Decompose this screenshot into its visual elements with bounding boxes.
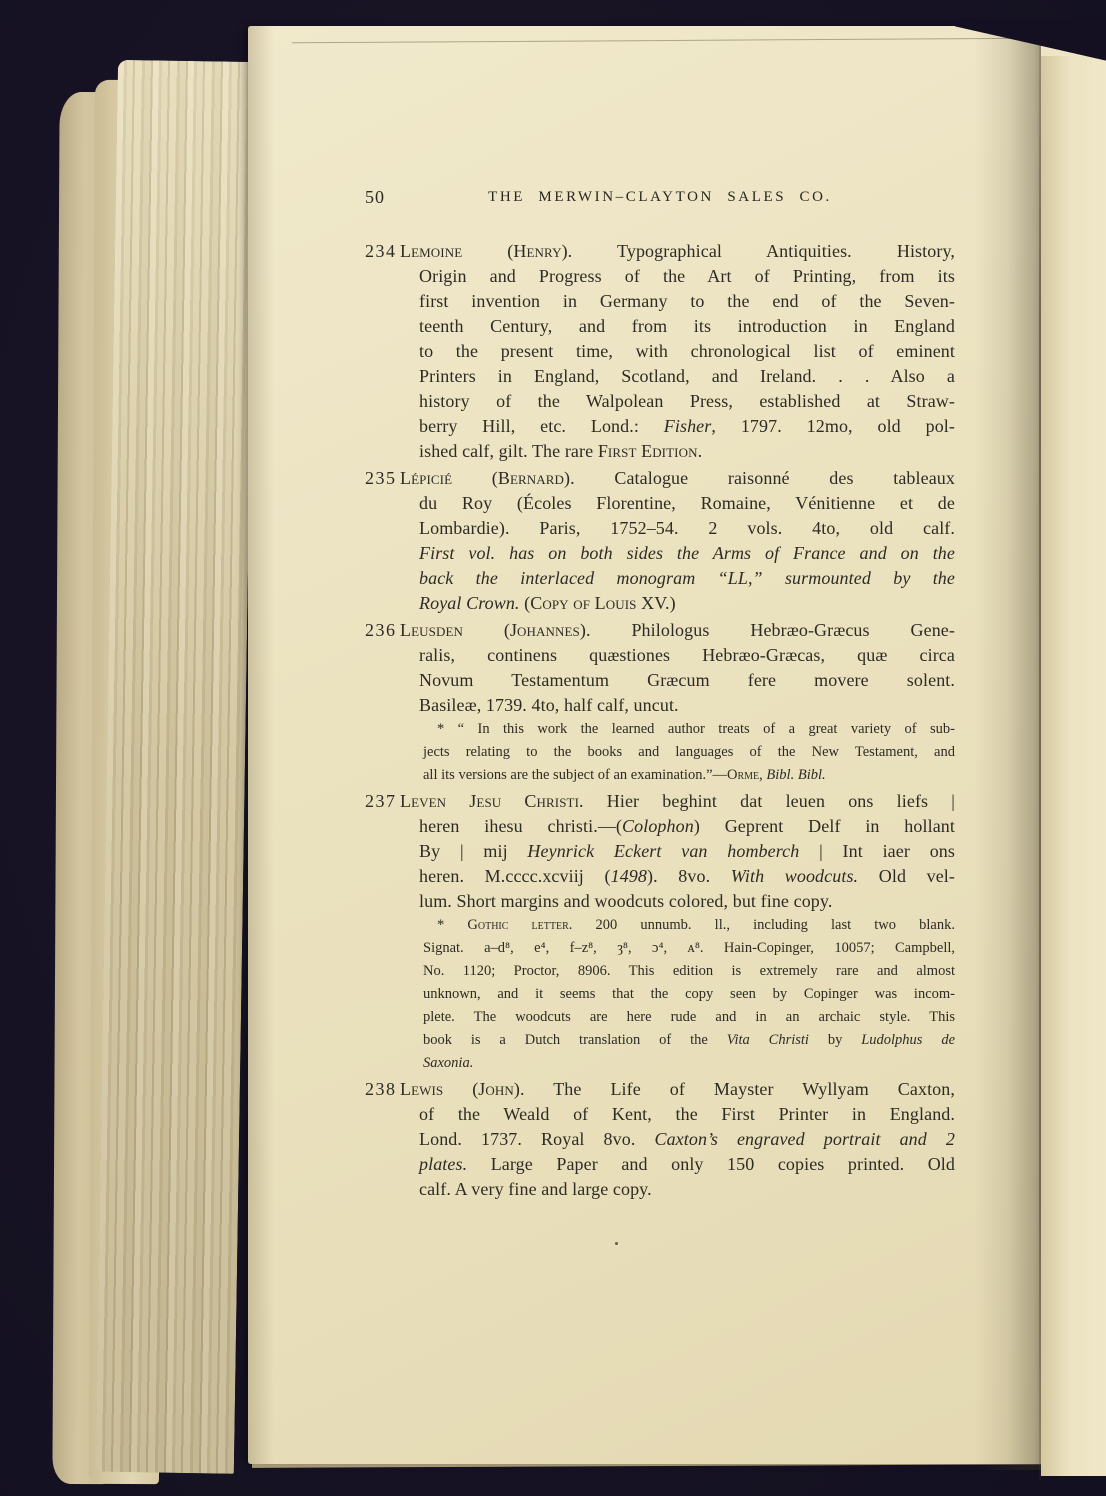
text-segment: Printers in England, Scotland, and Ireland. . . Also a [419, 366, 955, 386]
print-speck [615, 1242, 618, 1245]
text-segment: Saxonia. [423, 1055, 474, 1071]
text-segment: ) [669, 593, 676, 613]
deckle-page-edges [96, 60, 256, 1474]
text-segment: Caxton’s engraved portrait and 2 [654, 1129, 955, 1149]
text-segment: teenth Century, and from its introduction in England [419, 316, 955, 336]
text-segment: By | mij [419, 841, 528, 861]
text-segment: Hier beghint dat leuen ons liefs | [583, 791, 955, 811]
page-number: 50 [365, 187, 385, 207]
text-segment: plates. [419, 1154, 468, 1174]
text-segment: The Life of Mayster Wyllyam Caxton, [524, 1079, 955, 1099]
under-sheet-edge-line [292, 38, 1044, 44]
text-line [419, 566, 955, 591]
text-segment: all its versions are the subject of an examination.”— [423, 767, 728, 783]
text-line [400, 1077, 955, 1102]
text-segment: Lépicié (Bernard). [400, 468, 575, 488]
text-segment: Large Paper and only 150 copies printed. Old [467, 1154, 955, 1174]
text-segment: 1498 [610, 866, 647, 886]
entry-number: 238 [365, 1079, 397, 1099]
text-line [400, 618, 955, 643]
entry-number: 236 [365, 620, 397, 640]
text-line [419, 1152, 955, 1177]
entry-number: 234 [365, 241, 397, 261]
text-line [419, 364, 955, 389]
text-segment: jects relating to the books and languages of the New Testament, and [423, 744, 955, 760]
entries [365, 239, 955, 1202]
text-line [419, 889, 955, 914]
text-segment: Ludolphus de [861, 1032, 956, 1048]
text-line [400, 789, 955, 814]
note-line [423, 983, 955, 1006]
facing-page-sliver [1041, 56, 1106, 1476]
text-segment: Lemoine (Henry). [400, 241, 573, 261]
text-segment: * [437, 917, 468, 933]
text-segment: , 1797. 12mo, old pol- [711, 416, 956, 436]
text-line [419, 668, 955, 693]
text-segment: to the present time, with chronological list of eminent [419, 341, 955, 361]
text-segment: Lewis (John). [400, 1079, 525, 1099]
text-segment: back the interlaced monogram “LL,” surmounted by the [419, 568, 955, 588]
entry-number: 237 [365, 791, 397, 811]
text-segment: Philologus Hebræo-Græcus Gene- [590, 620, 955, 640]
text-line [419, 839, 955, 864]
note-line [423, 1006, 955, 1029]
text-segment: Catalogue raisonné des tableaux [574, 468, 955, 488]
text-segment: lum. Short margins and woodcuts colored, but fine copy. [419, 891, 833, 911]
text-segment: first invention in Germany to the end of the Seven- [419, 291, 955, 311]
text-segment: Gothic letter. [467, 917, 573, 933]
text-segment: heren ihesu christi.—( [419, 816, 623, 836]
text-segment: Royal Crown. [419, 593, 520, 613]
text-segment: ) Geprent Delf in hollant [693, 816, 955, 836]
note-line [423, 718, 955, 741]
text-segment: With woodcuts. [730, 866, 859, 886]
text-segment: Old vel- [858, 866, 956, 886]
catalog-entry [365, 789, 955, 1075]
text-segment: * “ In this work the learned author treats of a great variety of sub- [437, 721, 955, 737]
text-segment: First vol. has on both sides the Arms of France and on the [419, 543, 955, 563]
gutter-shadow [975, 24, 1041, 1470]
text-line [419, 643, 955, 668]
text-segment: Vita Christi [726, 1032, 809, 1048]
text-segment: , [759, 767, 767, 783]
text-segment: ralis, continens quæstiones Hebræo-Græcas, quæ circa [419, 645, 955, 665]
note-line [423, 1052, 955, 1075]
text-line [419, 1127, 955, 1152]
text-line [419, 264, 955, 289]
text-segment: Copy of Louis XV. [530, 593, 670, 613]
text-segment: of the Weald of Kent, the First Printer in England. [419, 1104, 955, 1124]
note-line [423, 937, 955, 960]
text-segment: Basileæ, 1739. 4to, half calf, uncut. [419, 695, 679, 715]
text-segment: Typographical Antiquities. History, [572, 241, 955, 261]
note-line [423, 764, 955, 787]
text-segment: First Edition [597, 441, 698, 461]
text-segment: Orme [727, 767, 760, 783]
text-line [419, 814, 955, 839]
text-segment: du Roy (Écoles Florentine, Romaine, Vénitienne et de [419, 493, 955, 513]
text-line [419, 389, 955, 414]
running-title: THE MERWIN–CLAYTON SALES CO. [488, 189, 832, 205]
text-line [419, 289, 955, 314]
text-segment: | Int iaer ons [799, 841, 955, 861]
text-segment: Leusden (Johannes). [400, 620, 591, 640]
text-segment: unknown, and it seems that the copy seen by Copinger was incom- [423, 986, 955, 1002]
note-line [423, 914, 955, 937]
text-segment: berry Hill, etc. Lond.: [419, 416, 664, 436]
text-line [419, 693, 955, 718]
text-segment: 200 unnumb. ll., including last two blank. [572, 917, 955, 933]
printed-text-block [365, 186, 955, 1202]
text-segment: plete. The woodcuts are here rude and in an archaic style. This [423, 1009, 955, 1025]
text-line [419, 491, 955, 516]
text-line [419, 516, 955, 541]
text-segment: Lombardie). Paris, 1752–54. 2 vols. 4to, old calf. [419, 518, 955, 538]
text-line [419, 1102, 955, 1127]
page-header [365, 186, 955, 208]
text-line [419, 541, 955, 566]
text-segment: ished calf, gilt. The rare [419, 441, 598, 461]
text-segment: ( [519, 593, 531, 613]
text-line [419, 314, 955, 339]
note-line [423, 741, 955, 764]
catalog-entry [365, 1077, 955, 1202]
text-line [419, 439, 955, 464]
text-segment: calf. A very fine and large copy. [419, 1179, 652, 1199]
text-segment: Heynrick Eckert van homberch [527, 841, 800, 861]
text-line [419, 1177, 955, 1202]
text-segment: Origin and Progress of the Art of Printing, from its [419, 266, 955, 286]
note-line [423, 960, 955, 983]
entry-number: 235 [365, 468, 397, 488]
catalog-entry [365, 618, 955, 787]
text-segment: history of the Walpolean Press, established at Straw- [419, 391, 955, 411]
text-segment: Colophon [622, 816, 694, 836]
text-segment: Lond. 1737. Royal 8vo. [419, 1129, 655, 1149]
text-segment: heren. M.cccc.xcviij ( [419, 866, 611, 886]
text-segment: No. 1120; Proctor, 8906. This edition is extremely rare and almost [423, 963, 955, 979]
text-segment: book is a Dutch translation of the [423, 1032, 727, 1048]
text-segment: Novum Testamentum Græcum fere movere solent. [419, 670, 955, 690]
text-segment: . [697, 441, 703, 461]
text-segment: Signat. a–d⁸, e⁴, f–z⁸, ȝ⁸, ɔ⁴, ᴀ⁸. Hain-Copinger, 10057; Campbell, [423, 940, 955, 956]
note-line [423, 1029, 955, 1052]
text-segment: Bibl. Bibl. [766, 767, 826, 783]
page-left-shading [248, 26, 274, 1464]
text-line [419, 414, 955, 439]
text-line [419, 339, 955, 364]
catalog-entry [365, 239, 955, 464]
text-line [400, 466, 955, 491]
text-line [400, 239, 955, 264]
text-segment: Leven Jesu Christi. [400, 791, 584, 811]
text-line [419, 591, 955, 616]
text-line [419, 864, 955, 889]
catalog-entry [365, 466, 955, 616]
text-segment: by [808, 1032, 862, 1048]
text-segment: ). 8vo. [647, 866, 731, 886]
text-segment: Fisher [663, 416, 712, 436]
